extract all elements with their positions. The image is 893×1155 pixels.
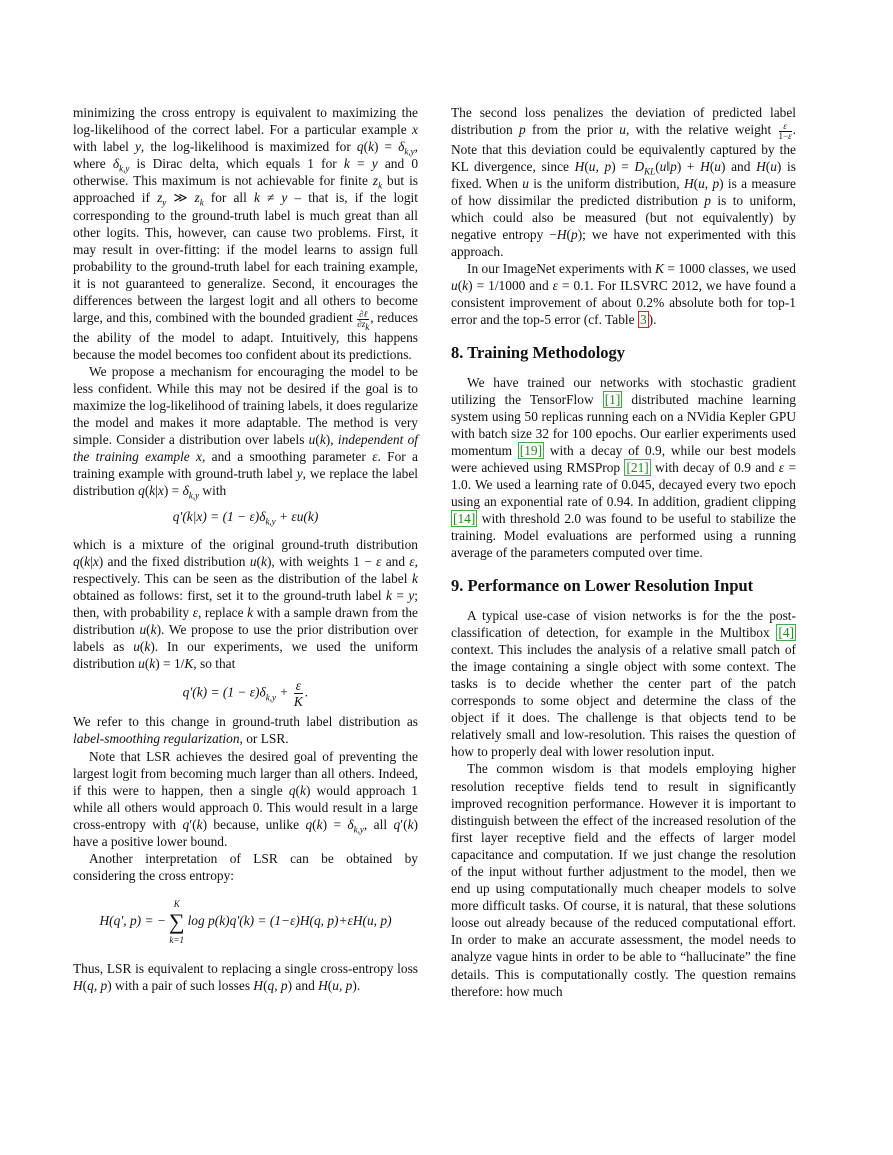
paragraph-lsr-intro [73, 104, 418, 363]
paragraph-second-loss: The second loss penalizes the deviation of predicted label distribution p from the prior u, with the relative weight $\frac{\varepsilon}{1-\varepsilon}$ . Note that this deviation could be equivalently captured by the KL divergence, since H(u, $p) = D_{KL}(u‖p) + H(u)$ and H(u) is fixed. When u is the uniform distribution, H(u, p) is a measure of how dissimilar the predicted distribution p is to uniform, which could also be measured (but not equivalently) by negative entropy −H(p); we have not experimented with this approach. [451, 105, 797, 260]
paragraph-mechanism: We propose a mechanism for encouraging the model to be less confident. While this may not be desired if the goal is to maximize the log-likelihood of training labels, it does regularize the model and makes it more adaptable. The method is very simple. Consider a distribution over labels u(k), independent of the training example x, and a smoothing parameter ε. For a training example with ground-truth label y, we replace the label distribution $q(k|x) = \delta_{k,y}$ with [73, 363, 418, 502]
paragraph-loss-pair: Thus, LSR is equivalent to replacing a single cross-entropy loss H(q, p) with a pair of such losses H(q, p) and H(u, p). [73, 961, 418, 994]
paragraph-lsr-name: We refer to this change in ground-truth label distribution as label-smoothing regularization, or LSR. [73, 714, 418, 747]
paragraph-common-wisdom: The common wisdom is that models employing higher resolution receptive fields tend to result in significantly improved recognition performance. However it is important to distinguish between the effect of the increased resolution of the first layer receptive field and the effects of larger model capacitance and computation. If we just change the resolution of the input without further adjustment to the model, then we end up using computationally much cheaper models to solve more difficult tasks. Of course, it is natural, that these solutions loose out already because of the reduced computational effort. In order to make an accurate assessment, the model needs to analyze vague hints in order to be able to “hallucinate” the fine details. This is computationally costly. The question remains therefore: how much [451, 761, 796, 999]
equation-label-smoothing: $q'(k|x) = (1 - \varepsilon)\delta_{k,y} + \varepsilon u(k)$ [172, 509, 319, 528]
paragraph-interpretation: Another interpretation of LSR can be obtained by considering the cross entropy: [73, 851, 418, 884]
equation-cross-entropy: H(q′, p) = − K ∑ k=1 log p(k)q′(k) = (1−ε)H(q, p)+εH(u, p) [99, 899, 392, 946]
paragraph-lsr-goal: Note that LSR achieves the desired goal of preventing the largest logit from becoming much larger than all others. Indeed, if this were to happen, then a single q(k) would approach 1 while all others would approach 0. This would result in a large cross-entropy with q′(k) because, unlike $q(k) = \delta_{k,y}$, all q′(k) have a positive lower bound. [73, 748, 418, 849]
paragraph-lsr-intro-content: minimizing the cross entropy is equivalent to maximizing the log-likelihood of the correct label. For a particular example x with label y, the log-likelihood is maximized for $q(k) = \delta_{k,y}$, where $\delta_{k,y}$ is Dirac delta, which equals 1 for k = y and 0 otherwise. This maximum is not achievable for finite $z_k$ but is approached if $z_y$ ≫ $z_k$ for all k ≠ y – that is, if the logit corresponding to the ground-truth label is much great than all other logits. This, however, can cause two problems. First, it may result in over-fitting: if the model learns to assign full probability to the ground-truth label for each training example, it is not guaranteed to generalize. Second, it encourages the differences between the largest logit and all others to become large, and this, combined with the bounded gradient ∂ℓ $\partial z_k$ , reduces the ability of the model to adapt. Intuitively, this happens because the model becomes too confident about its predictions. [73, 105, 419, 362]
section-heading-lower-resolution: 9. Performance on Lower Resolution Input [451, 575, 754, 595]
paragraph-training: We have trained our networks with stochastic gradient utilizing the TensorFlow [1] distributed machine learning system using 50 replicas running each on a NVidia Kepler GPU with batch size 32 for 100 epochs. Our earlier experiments used momentum [19] with a decay of 0.9, while our best models were achieved using RMSProp [21] with decay of 0.9 and ε = 1.0. We used a learning rate of 0.045, decayed every two epoch using an exponential rate of 0.94. In addition, gradient clipping [14] with threshold 2.0 was found to be useful to stabilize the training. Model evaluations are performed using a running average of the parameters computed over time. [451, 374, 797, 561]
right-column [451, 104, 796, 1000]
left-column [73, 104, 418, 994]
paragraph-imagenet-experiments: In our ImageNet experiments with K = 1000 classes, we used u(k) = 1/1000 and ε = 0.1. For ILSVRC 2012, we have found a consistent improvement of about 0.2% absolute both for top-1 error and the top-5 error (cf. Table 3 ). [451, 261, 796, 328]
paragraph-mixture: which is a mixture of the original ground-truth distribution q(k|x) and the fixed distribution u(k), with weights 1 − ε and ε, respectively. This can be seen as the distribution of the label k obtained as follows: first, set it to the ground-truth label k = y; then, with probability ε, replace k with a sample drawn from the distribution u(k). We propose to use the prior distribution over labels as u(k). In our experiments, we used the uniform distribution u(k) = 1/K, so that [73, 536, 419, 672]
paragraph-use-case: A typical use-case of vision networks is for the the post-classification of detection, for example in the Multibox [4] context. This includes the analysis of a relative small patch of the image containing a single object with some context. The tasks is to decide whether the center part of the patch corresponds to some object and determine the class of the object if it does. The challenge is that objects tend to be relatively small and low-resolution. This raises the question of how to properly deal with lower resolution input. [451, 607, 796, 760]
equation-uniform: $q'(k) = (1 - \varepsilon)\delta_{k,y}$ + $\frac{\varepsilon}{K}$ . [182, 678, 309, 710]
section-heading-training: 8. Training Methodology [451, 342, 626, 362]
